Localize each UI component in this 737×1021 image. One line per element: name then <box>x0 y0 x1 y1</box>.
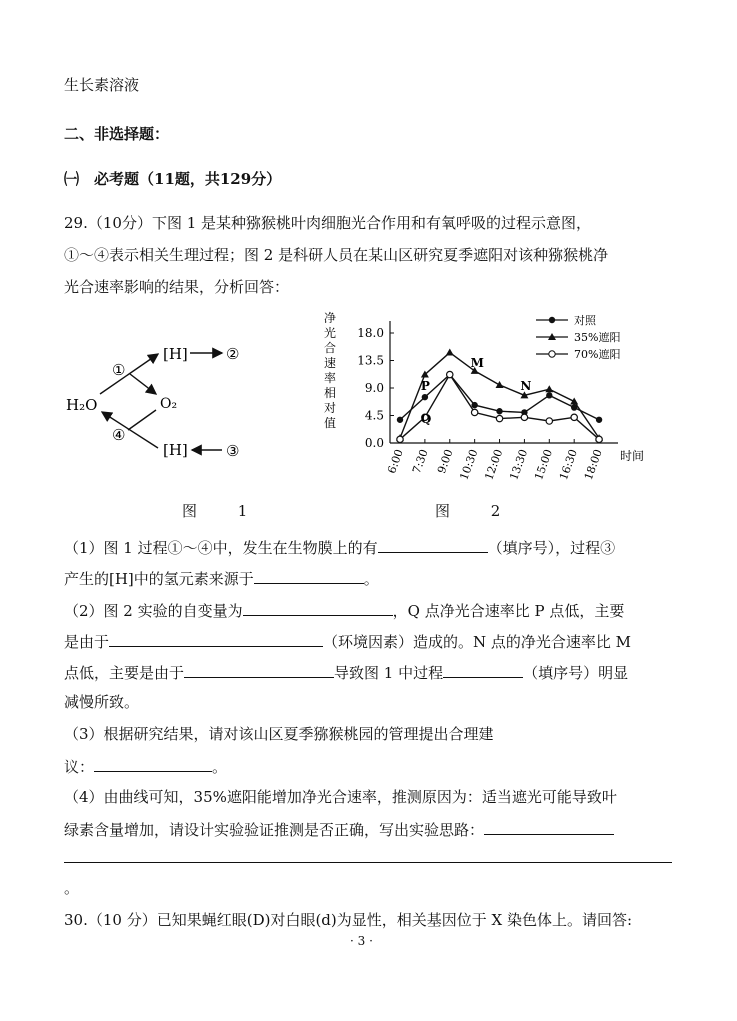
o2-label: O₂ <box>160 396 178 412</box>
p2-blank-2[interactable] <box>109 630 323 647</box>
y-axis-label-char: 光 <box>324 326 337 340</box>
p4-answer-line[interactable] <box>64 862 672 863</box>
num-1: ① <box>112 361 126 379</box>
q29-intro-3: 光合速率影响的结果，分析回答： <box>64 278 290 296</box>
x-tick-label: 10:30 <box>457 447 481 482</box>
p4-text-b: 绿素含量增加，请设计实验验证推测是否正确，写出实验思路： <box>64 821 485 839</box>
q29-part2-line1 <box>64 599 624 621</box>
p1-text-c: 产生的[H]中的氢元素来源于 <box>64 570 254 588</box>
annotation-p: P <box>420 379 430 393</box>
q29-intro-1: 29.（10分）下图 1 是某种猕猴桃叶肉细胞光合作用和有氧呼吸的过程示意图， <box>64 214 592 232</box>
q29-part3-line2 <box>64 755 227 777</box>
legend-label: 对照 <box>574 314 596 327</box>
y-axis-label-char: 率 <box>324 371 337 385</box>
data-point-open-circle <box>571 414 577 420</box>
y-tick-label: 13.5 <box>357 353 384 368</box>
data-point-filled-circle <box>496 408 502 414</box>
q29-part4-line1: （4）由曲线可知，35%遮阳能增加净光合速率，推测原因为：适当遮光可能导致叶 <box>64 788 617 806</box>
h2o-label: H₂O <box>66 396 98 414</box>
x-tick-label: 12:00 <box>482 447 506 482</box>
p1-text-b: （填序号），过程③ <box>487 539 616 557</box>
p2-text-e: 点低，主要是由于 <box>64 664 185 682</box>
page-number: · 3 · <box>350 934 373 948</box>
num-3: ③ <box>226 442 240 460</box>
y-axis-label-char: 相 <box>324 386 337 400</box>
y-tick-label: 9.0 <box>364 381 384 395</box>
q29-part2-line2 <box>64 630 631 652</box>
q30-intro: 30.（10 分）已知果蝇红眼(D)对白眼(d)为显性，相关基因位于 X 染色体上。请回答: <box>64 911 633 929</box>
p2-blank-3[interactable] <box>184 661 334 678</box>
subsection-title: ㈠ 必考题（11题，共129分） <box>64 170 282 188</box>
p1-text-d: 。 <box>363 570 379 588</box>
data-point-triangle <box>496 381 504 388</box>
p2-text-c: 是由于 <box>64 633 110 651</box>
section-title: 二、非选择题： <box>64 125 170 143</box>
data-point-open-circle <box>397 436 403 442</box>
data-point-open-circle <box>471 409 477 415</box>
q29-part2-line4: 减慢所致。 <box>64 693 140 711</box>
legend-marker-filled-circle <box>549 317 555 323</box>
q29-part1-line2 <box>64 567 379 589</box>
p3-text-b: 议： <box>64 758 95 776</box>
data-point-open-circle <box>521 414 527 420</box>
data-point-filled-circle <box>596 417 602 423</box>
arrow-o2-down <box>128 410 156 430</box>
data-point-open-circle <box>447 371 453 377</box>
p1-blank-2[interactable] <box>254 567 364 584</box>
arrow-to-o2 <box>130 374 156 394</box>
data-point-triangle <box>570 397 578 404</box>
x-tick-label: 6:00 <box>385 447 406 476</box>
p2-text-b: ，Q 点净光合速率比 P 点低，主要 <box>392 602 625 620</box>
legend-label: 70%遮阳 <box>574 348 621 361</box>
legend-label: 35%遮阳 <box>574 331 621 344</box>
legend-marker-open-circle <box>549 351 555 357</box>
y-axis-label-char: 合 <box>324 341 337 355</box>
data-point-open-circle <box>546 418 552 424</box>
p4-blank-1[interactable] <box>484 818 614 835</box>
x-tick-label: 7:30 <box>410 447 431 476</box>
q29-part3-line1: （3）根据研究结果，请对该山区夏季猕猴桃园的管理提出合理建 <box>64 725 494 743</box>
figure-1-diagram <box>60 330 280 470</box>
data-point-filled-circle <box>397 417 403 423</box>
annotation-n: N <box>520 379 532 393</box>
data-point-triangle <box>446 349 454 356</box>
figure-2-caption: 图 2 <box>435 502 519 520</box>
x-tick-label: 13:30 <box>507 447 531 482</box>
x-tick-label: 18:00 <box>581 447 605 482</box>
y-axis-label-char: 速 <box>324 356 337 370</box>
x-tick-label: 15:00 <box>532 447 556 482</box>
y-axis-label-char: 值 <box>324 416 337 430</box>
p1-text-a: （1）图 1 过程①～④中，发生在生物膜上的有 <box>64 539 378 557</box>
arrow-h-to-h2o <box>102 412 158 448</box>
data-point-filled-circle <box>471 402 477 408</box>
q29-part1-line1 <box>64 536 615 558</box>
data-point-open-circle <box>496 415 502 421</box>
p2-blank-4[interactable] <box>443 661 523 678</box>
p3-text-c: 。 <box>212 758 228 776</box>
p2-blank-1[interactable] <box>243 599 393 616</box>
q29-part4-end: 。 <box>64 879 80 897</box>
p3-blank-1[interactable] <box>94 755 212 772</box>
p1-blank-1[interactable] <box>378 536 488 553</box>
x-tick-label: 9:00 <box>434 447 456 476</box>
data-point-triangle <box>545 385 553 392</box>
q29-part4-line2 <box>64 818 614 840</box>
figure-2-chart <box>318 310 658 485</box>
annotation-m: M <box>470 355 484 370</box>
h-bottom-label: [H] <box>163 441 188 459</box>
q29-intro-2: ①～④表示相关生理过程；图 2 是科研人员在某山区研究夏季遮阳对该种猕猴桃净 <box>64 246 609 264</box>
y-tick-label: 4.5 <box>364 408 384 423</box>
y-axis-label-char: 净 <box>324 311 337 325</box>
annotation-q: Q <box>420 412 432 426</box>
y-tick-label: 0.0 <box>364 436 384 450</box>
num-4: ④ <box>112 426 126 444</box>
y-tick-label: 18.0 <box>357 326 384 340</box>
top-line: 生长素溶液 <box>64 76 140 94</box>
y-axis-label-char: 对 <box>324 401 337 415</box>
data-point-filled-circle <box>546 392 552 398</box>
p2-text-f: 导致图 1 中过程 <box>334 664 444 682</box>
x-tick-label: 16:30 <box>556 447 581 482</box>
num-2: ② <box>226 345 240 363</box>
h-top-label: [H] <box>163 345 188 363</box>
q29-part2-line3 <box>64 661 628 683</box>
p2-text-d: （环境因素）造成的。N 点的净光合速率比 M <box>323 633 632 651</box>
data-point-open-circle <box>596 436 602 442</box>
p2-text-g: （填序号）明显 <box>523 664 629 682</box>
p2-text-a: （2）图 2 实验的自变量为 <box>64 602 243 620</box>
figure-1-caption: 图 1 <box>182 502 266 520</box>
data-point-filled-circle <box>422 394 428 400</box>
x-axis-label: 时间 <box>620 449 645 463</box>
